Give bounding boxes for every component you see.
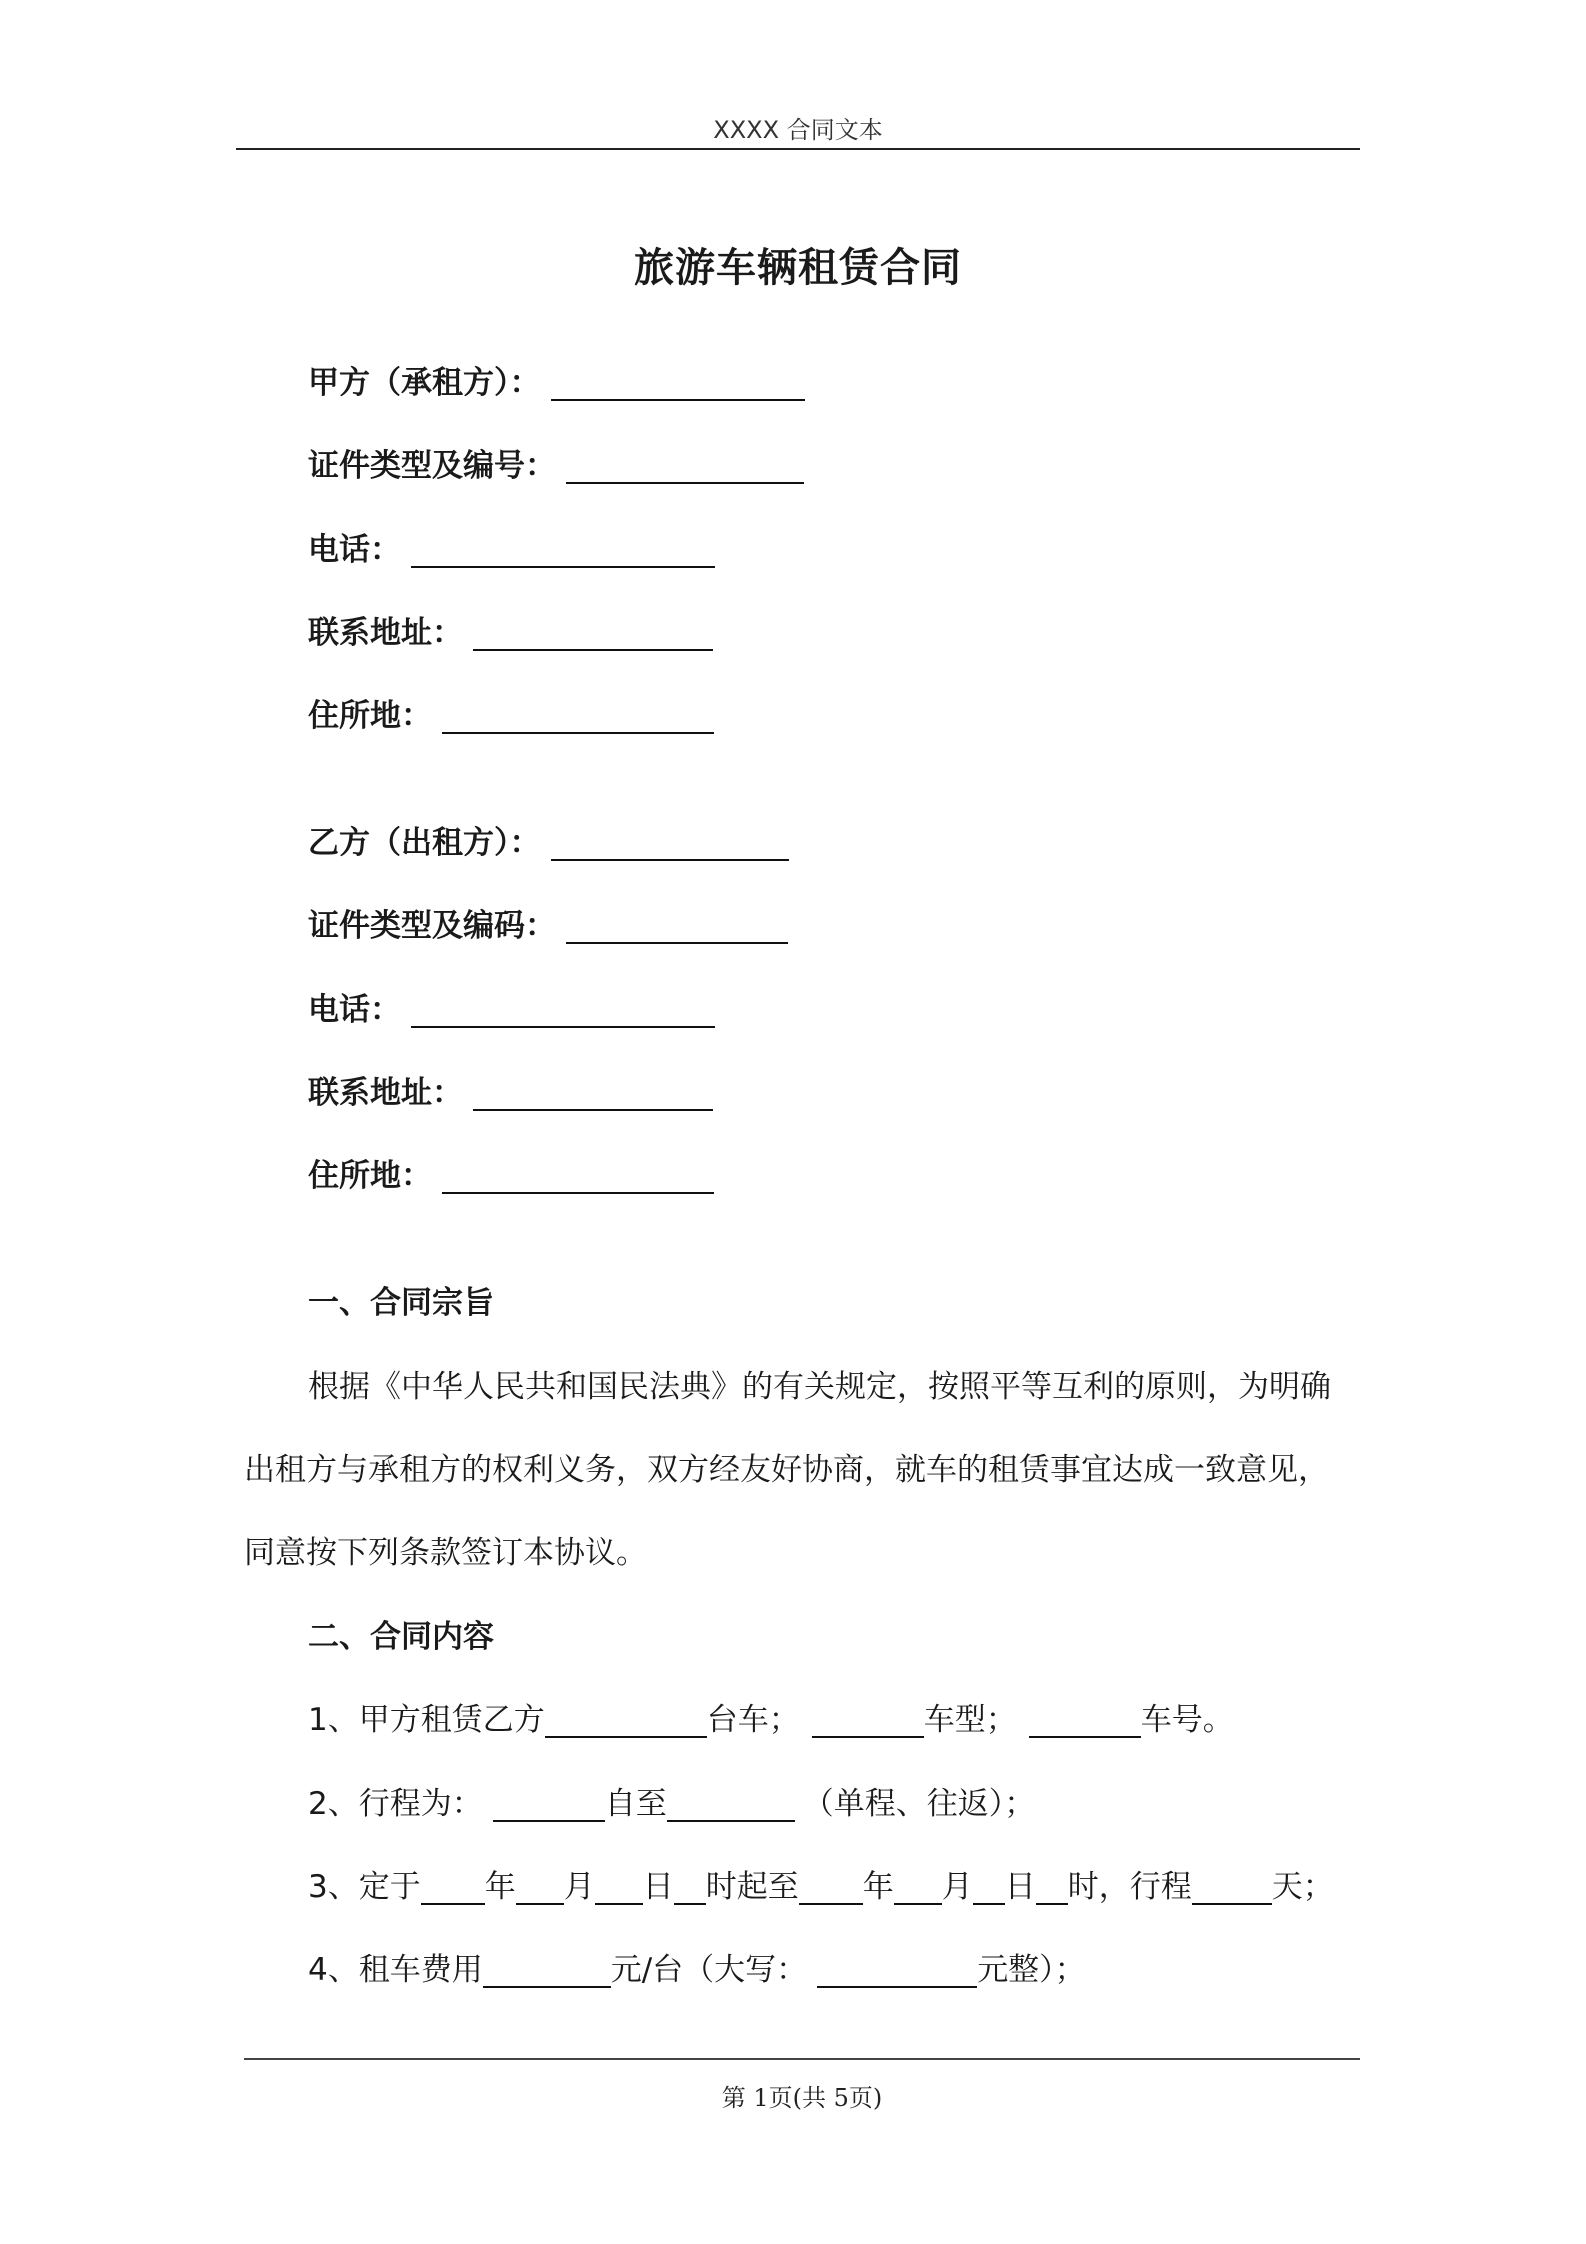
clause-2-from-to: 自至 (604, 1786, 667, 1822)
clause-4-fee-blank[interactable] (483, 1954, 611, 1988)
party-b-id-row (308, 906, 788, 946)
party-b-domicile-label: 住所地： (308, 1158, 432, 1194)
clause-1-count-unit: 台车； (706, 1702, 800, 1738)
clause-3-start-year-blank[interactable] (421, 1871, 485, 1905)
party-a-id-label: 证件类型及编号： (308, 448, 556, 484)
clause-1 (308, 1700, 1234, 1740)
clause-1-model-unit: 车型； (923, 1702, 1017, 1738)
party-b-domicile-blank[interactable] (442, 1160, 714, 1194)
party-a-id-row (308, 446, 804, 486)
party-b-name-row (308, 823, 789, 863)
party-a-domicile-row (308, 696, 714, 736)
footer-divider (244, 2058, 1360, 2060)
party-b-name-label: 乙方（出租方）： (308, 825, 541, 861)
clause-3-end-day-blank[interactable] (973, 1871, 1005, 1905)
clause-1-count-blank[interactable] (545, 1704, 707, 1738)
party-b-name-blank[interactable] (551, 827, 789, 861)
party-a-address-label: 联系地址： (308, 615, 463, 651)
party-b-domicile-row (308, 1156, 714, 1196)
clause-3-start-hour-blank[interactable] (674, 1871, 706, 1905)
clause-3-prefix: 3、定于 (308, 1869, 421, 1905)
clause-4 (308, 1950, 1086, 1990)
clause-4-prefix: 4、租车费用 (308, 1952, 483, 1988)
clause-3-start-month-blank[interactable] (516, 1871, 564, 1905)
clause-2-destination-blank[interactable] (667, 1788, 795, 1822)
clause-1-plate-blank[interactable] (1029, 1704, 1141, 1738)
party-a-domicile-label: 住所地： (308, 698, 432, 734)
clause-3-year-2: 年 (862, 1869, 894, 1905)
party-b-address-blank[interactable] (473, 1077, 713, 1111)
party-a-name-label: 甲方（承租方）： (308, 365, 541, 401)
clause-2 (308, 1784, 1035, 1824)
clause-3-day-1: 日 (642, 1869, 674, 1905)
party-a-phone-label: 电话： (308, 532, 401, 568)
clause-3-month-2: 月 (941, 1869, 973, 1905)
party-a-name-row (308, 363, 805, 403)
section-2-heading: 二、合同内容 (308, 1619, 494, 1655)
party-b-phone-row (308, 990, 715, 1030)
clause-1-plate-unit: 车号。 (1140, 1702, 1234, 1738)
clause-2-suffix: （单程、往返）； (802, 1786, 1036, 1822)
clause-3-start-day-blank[interactable] (595, 1871, 643, 1905)
party-a-phone-blank[interactable] (411, 534, 715, 568)
clause-3-hour-2: 时，行程 (1067, 1869, 1192, 1905)
party-a-address-row (308, 613, 713, 653)
clause-3-month-1: 月 (563, 1869, 595, 1905)
section-1-paragraph-line-3: 同意按下列条款签订本协议。 (244, 1535, 647, 1571)
section-1-heading: 一、合同宗旨 (308, 1285, 494, 1321)
party-a-name-blank[interactable] (551, 367, 805, 401)
clause-3-days-blank[interactable] (1192, 1871, 1272, 1905)
section-1-paragraph-line-2: 出租方与承租方的权利义务，双方经友好协商，就车的租赁事宜达成一致意见， (244, 1452, 1329, 1488)
clause-1-prefix: 1、甲方租赁乙方 (308, 1702, 545, 1738)
page-header: XXXX 合同文本 (713, 116, 883, 144)
document-title: 旅游车辆租赁合同 (634, 245, 962, 291)
party-b-id-label: 证件类型及编码： (308, 908, 556, 944)
section-1-paragraph-line-1: 根据《中华人民共和国民法典》的有关规定，按照平等互利的原则，为明确 (308, 1369, 1331, 1405)
clause-4-fee-uppercase-blank[interactable] (817, 1954, 977, 1988)
party-a-phone-row (308, 530, 715, 570)
clause-3-end-month-blank[interactable] (894, 1871, 942, 1905)
clause-2-origin-blank[interactable] (493, 1788, 605, 1822)
header-divider (236, 148, 1360, 150)
clause-3-days: 天； (1271, 1869, 1334, 1905)
clause-3-end-hour-blank[interactable] (1036, 1871, 1068, 1905)
party-b-phone-blank[interactable] (411, 994, 715, 1028)
party-a-id-blank[interactable] (566, 450, 804, 484)
clause-4-suffix: 元整）； (977, 1952, 1086, 1988)
party-a-domicile-blank[interactable] (442, 700, 714, 734)
clause-3-start: 时起至 (705, 1869, 799, 1905)
party-b-id-blank[interactable] (566, 910, 788, 944)
clause-3-day-2: 日 (1004, 1869, 1036, 1905)
clause-3-year-1: 年 (484, 1869, 516, 1905)
clause-3-end-year-blank[interactable] (799, 1871, 863, 1905)
clause-1-model-blank[interactable] (812, 1704, 924, 1738)
clause-3 (308, 1867, 1334, 1907)
party-b-address-label: 联系地址： (308, 1075, 463, 1111)
party-b-phone-label: 电话： (308, 992, 401, 1028)
clause-2-prefix: 2、行程为： (308, 1786, 483, 1822)
party-b-address-row (308, 1073, 713, 1113)
page-number: 第 1页(共 5页) (721, 2084, 883, 2112)
clause-4-unit: 元/台（大写： (610, 1952, 808, 1988)
party-a-address-blank[interactable] (473, 617, 713, 651)
